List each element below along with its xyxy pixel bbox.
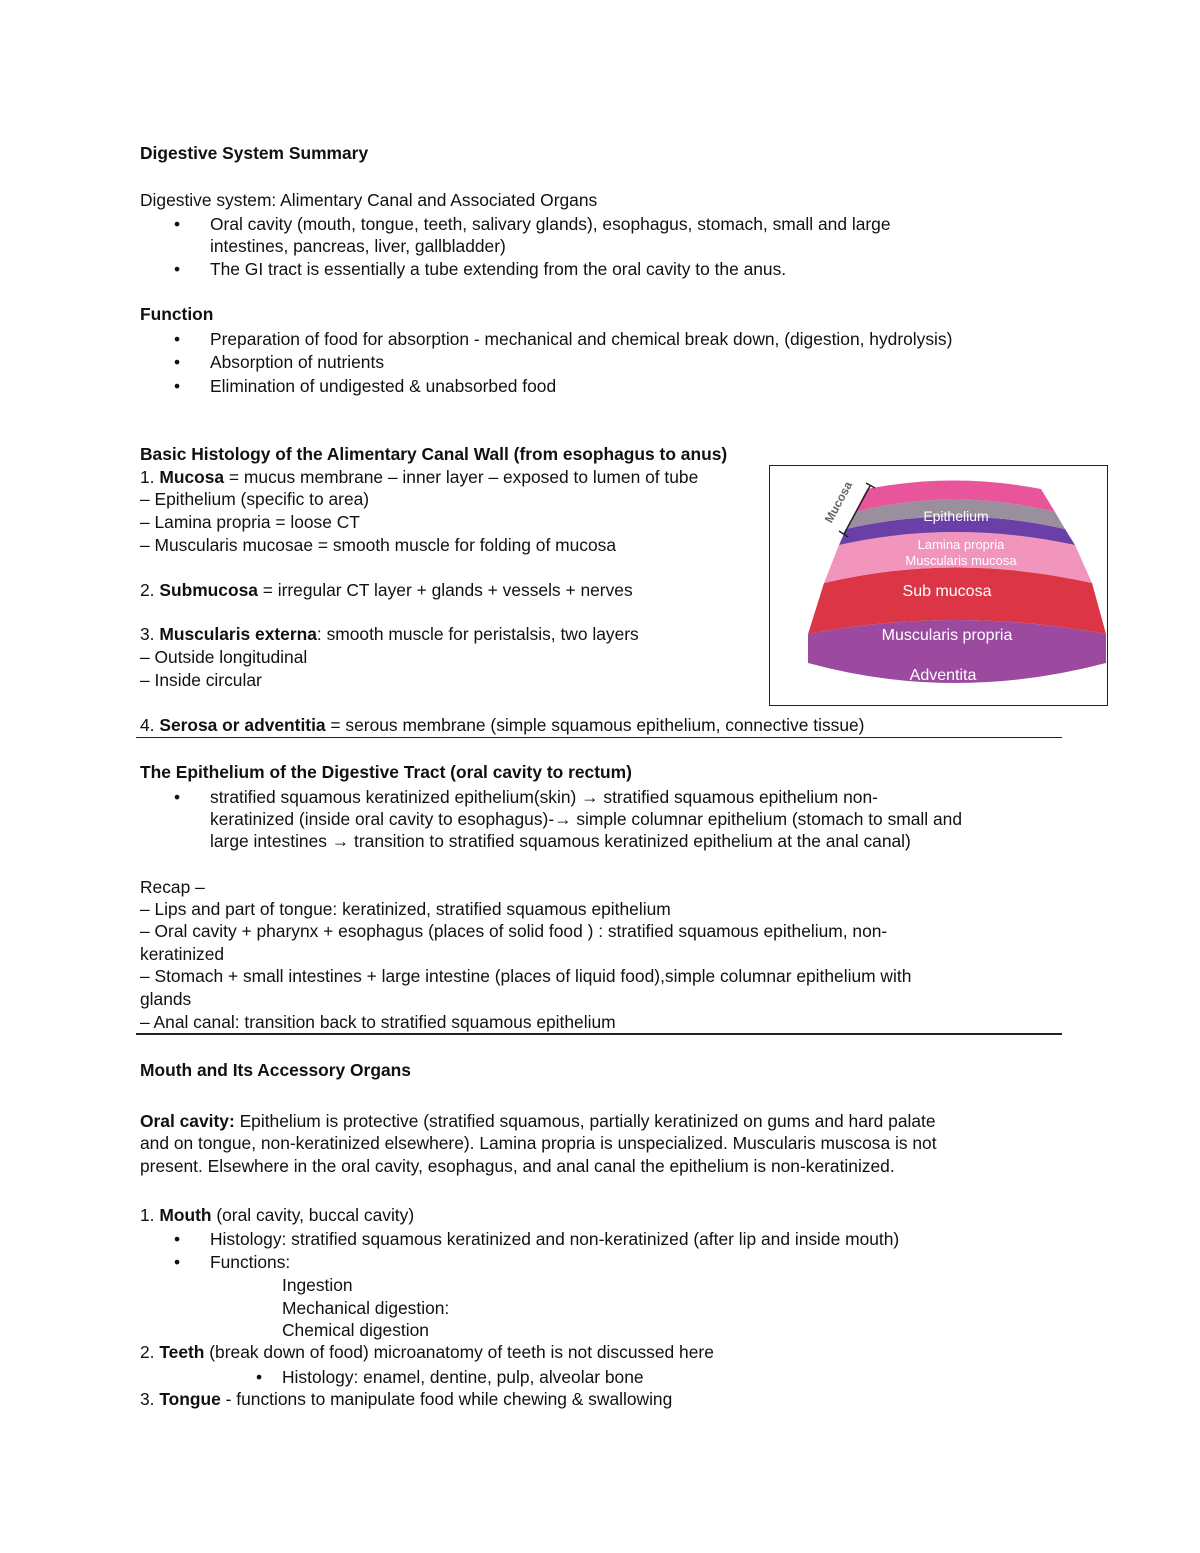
bullet-icon: • bbox=[174, 329, 181, 349]
teeth-item: 2. Teeth (break down of food) microanatomy of teeth is not discussed here bbox=[140, 1342, 714, 1362]
submucosa-line: 2. Submucosa = irregular CT layer + glands + vessels + nerves bbox=[140, 580, 633, 600]
oral-cavity-paragraph-line: and on tongue, non-keratinized elsewhere). Lamina propria is unspecialized. Muscularis muscosa is not bbox=[140, 1133, 937, 1153]
bullet-icon: • bbox=[174, 376, 181, 396]
serosa-line: 4. Serosa or adventitia = serous membrane (simple squamous epithelium, connective tissue) bbox=[140, 715, 865, 735]
bullet-icon: • bbox=[174, 1229, 181, 1249]
wall-layers-diagram bbox=[770, 466, 1106, 704]
function-item: Ingestion bbox=[282, 1275, 353, 1295]
mucosa-line: 1. Mucosa = mucus membrane – inner layer – exposed to lumen of tube bbox=[140, 467, 699, 487]
muscularis-sub-line: – Inside circular bbox=[140, 670, 262, 690]
label-adventita: Adventita bbox=[909, 667, 977, 684]
function-item: Mechanical digestion: bbox=[282, 1298, 450, 1318]
bullet-icon: • bbox=[174, 787, 181, 807]
oral-cavity-paragraph-line: present. Elsewhere in the oral cavity, esophagus, and anal canal the epithelium is non-keratinized. bbox=[140, 1156, 895, 1176]
list-item: • stratified squamous keratinized epithelium(skin) → stratified squamous epithelium non- bbox=[174, 787, 878, 807]
histology-figure bbox=[769, 465, 1108, 706]
list-item-continuation: large intestines → transition to stratified squamous keratinized epithelium at the anal canal) bbox=[210, 831, 911, 851]
mucosa-sub-line: – Lamina propria = loose CT bbox=[140, 512, 360, 532]
list-item: • Elimination of undigested & unabsorbed food bbox=[174, 376, 557, 396]
muscularis-sub-line: – Outside longitudinal bbox=[140, 647, 308, 667]
function-item: Chemical digestion bbox=[282, 1320, 429, 1340]
list-item: • The GI tract is essentially a tube extending from the oral cavity to the anus. bbox=[174, 259, 787, 279]
recap-line: – Stomach + small intestines + large intestine (places of liquid food),simple columnar epithelium with bbox=[140, 966, 912, 986]
function-heading: Function bbox=[140, 304, 214, 324]
label-sub-mucosa: Sub mucosa bbox=[902, 583, 992, 600]
list-item: • Absorption of nutrients bbox=[174, 352, 385, 372]
mouth-item: 1. Mouth (oral cavity, buccal cavity) bbox=[140, 1205, 415, 1225]
document-title: Digestive System Summary bbox=[140, 143, 369, 163]
mouth-heading: Mouth and Its Accessory Organs bbox=[140, 1060, 411, 1080]
recap-line: – Anal canal: transition back to stratified squamous epithelium bbox=[140, 1012, 616, 1032]
bullet-icon: • bbox=[174, 1252, 181, 1272]
recap-line: – Lips and part of tongue: keratinized, stratified squamous epithelium bbox=[140, 899, 671, 919]
mucosa-sub-line: – Epithelium (specific to area) bbox=[140, 489, 370, 509]
bullet-icon: • bbox=[256, 1367, 263, 1387]
muscularis-line: 3. Muscularis externa: smooth muscle for peristalsis, two layers bbox=[140, 624, 639, 644]
recap-line: glands bbox=[140, 989, 192, 1009]
mucosa-side-label: Mucosa bbox=[821, 479, 856, 526]
section-divider bbox=[136, 1033, 1062, 1035]
tongue-item: 3. Tongue - functions to manipulate food while chewing & swallowing bbox=[140, 1389, 673, 1409]
section-divider bbox=[136, 737, 1062, 738]
intro-line: Digestive system: Alimentary Canal and Associated Organs bbox=[140, 190, 598, 210]
mucosa-sub-line: – Muscularis mucosae = smooth muscle for folding of mucosa bbox=[140, 535, 617, 555]
label-epithelium: Epithelium bbox=[923, 508, 989, 524]
list-item: • Histology: enamel, dentine, pulp, alveolar bone bbox=[256, 1367, 644, 1387]
list-item: • Histology: stratified squamous keratinized and non-keratinized (after lip and inside mouth) bbox=[174, 1229, 900, 1249]
label-muscularis-propria: Muscularis propria bbox=[881, 627, 1013, 644]
label-lamina-propria: Lamina propria bbox=[917, 537, 1005, 552]
epithelium-heading: The Epithelium of the Digestive Tract (oral cavity to rectum) bbox=[140, 762, 632, 782]
bullet-icon: • bbox=[174, 259, 181, 279]
list-item-continuation: intestines, pancreas, liver, gallbladder) bbox=[210, 236, 506, 256]
list-item: • Preparation of food for absorption - mechanical and chemical break down, (digestion, hydrolysis) bbox=[174, 329, 953, 349]
recap-line: keratinized bbox=[140, 944, 225, 964]
bullet-icon: • bbox=[174, 214, 181, 234]
list-item: • Oral cavity (mouth, tongue, teeth, salivary glands), esophagus, stomach, small and large bbox=[174, 214, 891, 234]
bullet-icon: • bbox=[174, 352, 181, 372]
label-muscularis-mucosa: Muscularis mucosa bbox=[905, 553, 1017, 568]
oral-cavity-paragraph: Oral cavity: Epithelium is protective (stratified squamous, partially keratinized on gums and hard palate bbox=[140, 1111, 936, 1131]
mucosa-bracket-tick bbox=[866, 483, 875, 488]
list-item-continuation: keratinized (inside oral cavity to esophagus)-→ simple columnar epithelium (stomach to small and bbox=[210, 809, 962, 829]
histology-heading: Basic Histology of the Alimentary Canal Wall (from esophagus to anus) bbox=[140, 444, 728, 464]
recap-line: – Oral cavity + pharynx + esophagus (places of solid food ) : stratified squamous epithelium, non- bbox=[140, 921, 888, 941]
list-item: • Functions: bbox=[174, 1252, 291, 1272]
recap-title: Recap – bbox=[140, 877, 205, 897]
